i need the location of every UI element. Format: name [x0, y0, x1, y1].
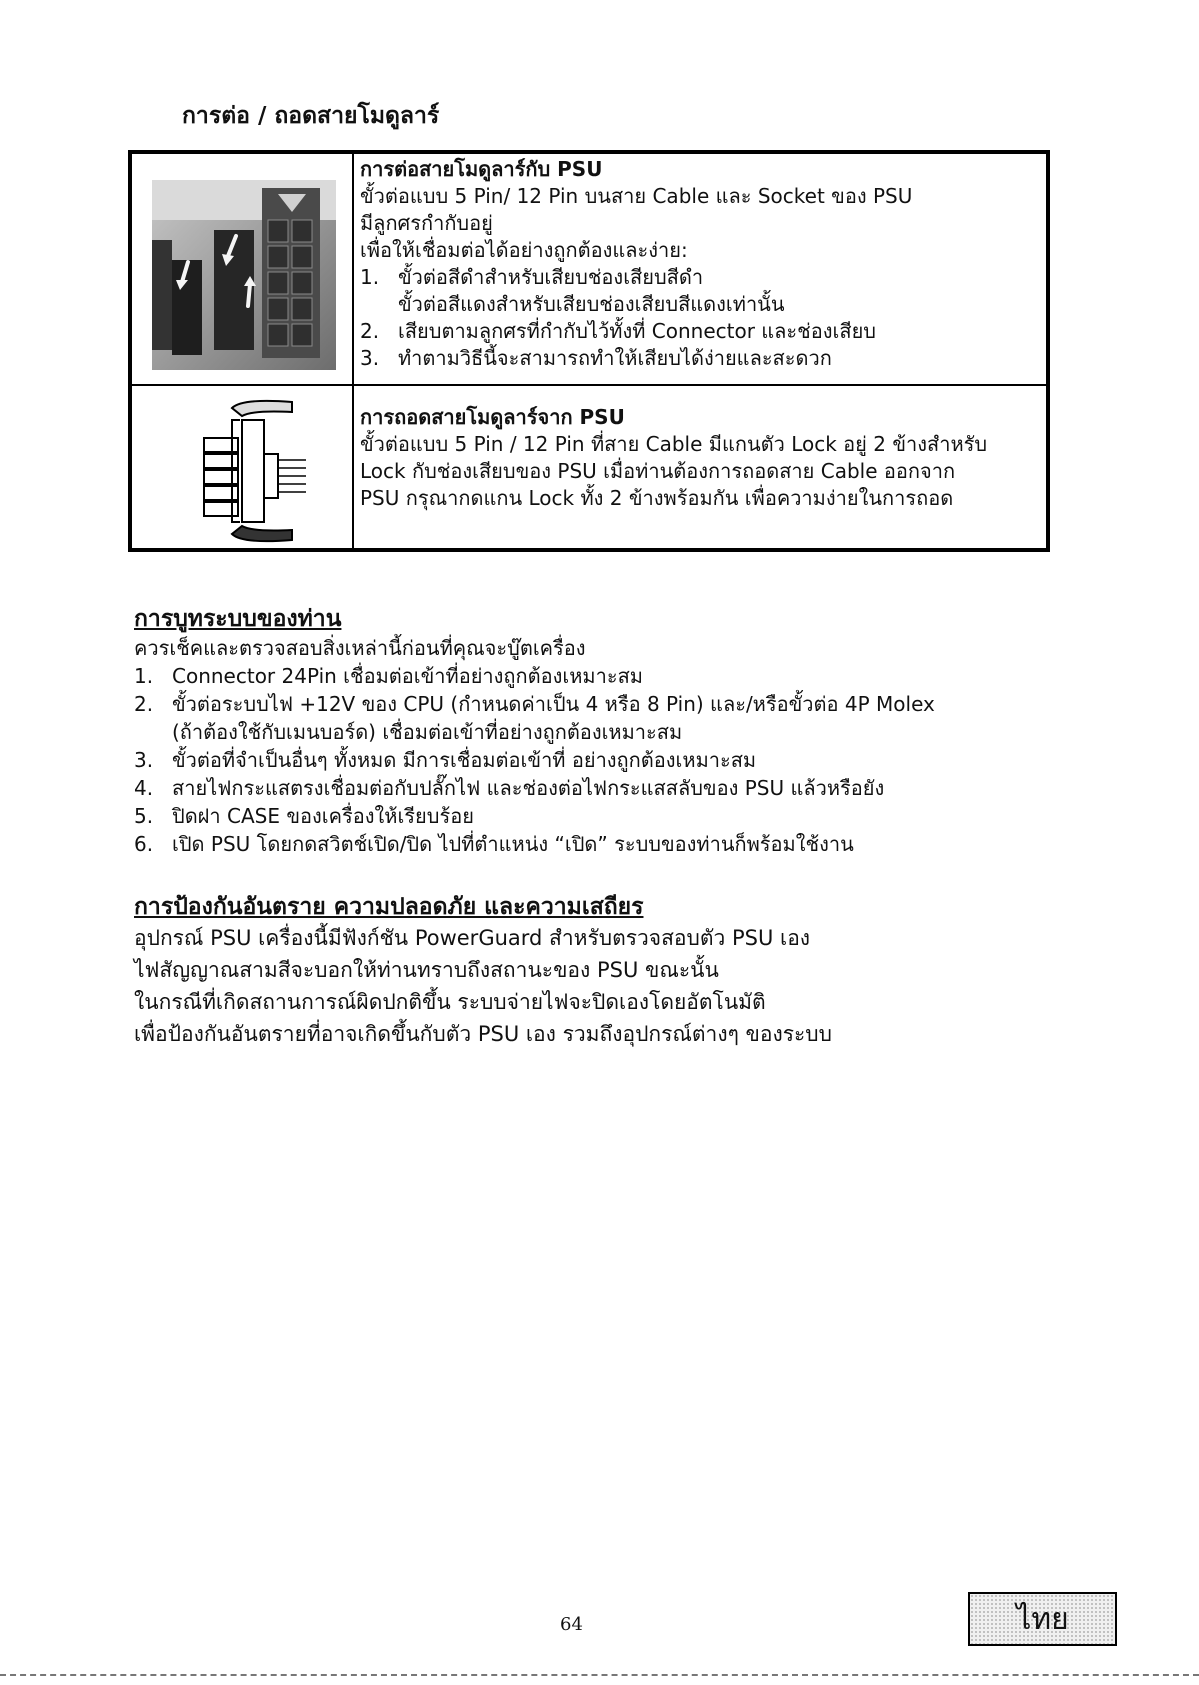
list-item [134, 774, 1034, 802]
item-text: เปิด PSU โดยกดสวิตช์เปิด/ปิด ไปที่ตำแหน่ง “เปิด” ระบบของท่านก็พร้อมใช้งาน [172, 832, 854, 856]
list-item [360, 291, 1046, 318]
remove-diagram-cell [132, 386, 354, 548]
table-row-remove [132, 386, 1046, 548]
safety-line: ไฟสัญญาณสามสีจะบอกให้ท่านทราบถึงสถานะของ PSU ขณะนั้น [134, 958, 719, 982]
remove-line: Lock กับช่องเสียบของ PSU เมื่อท่านต้องการถอดสาย Cable ออกจาก [360, 459, 956, 483]
safety-section [134, 892, 1034, 1050]
connect-title: การต่อสายโมดูลาร์กับ PSU [360, 157, 603, 181]
item-number: 2. [134, 692, 154, 716]
connect-text-cell [354, 154, 1046, 386]
connect-photo-cell [132, 154, 354, 386]
safety-title: การป้องกันอันตราย ความปลอดภัย และความเสถียร [134, 894, 644, 920]
item-text: ทำตามวิธีนี้จะสามารถทำให้เสียบได้ง่ายและสะดวก [398, 346, 832, 370]
list-item [134, 662, 1034, 690]
list-item [134, 746, 1034, 774]
table-row-connect [132, 154, 1046, 386]
list-item [360, 345, 1046, 372]
item-text: Connector 24Pin เชื่อมต่อเข้าที่อย่างถูกต้องเหมาะสม [172, 664, 643, 688]
safety-line: ในกรณีที่เกิดสถานการณ์ผิดปกติขึ้น ระบบจ่ายไฟจะปิดเองโดยอัตโนมัติ [134, 990, 766, 1014]
item-text: ขั้วต่อสีดำสำหรับเสียบช่องเสียบสีดำ [398, 265, 704, 289]
item-text: (ถ้าต้องใช้กับเมนบอร์ด) เชื่อมต่อเข้าที่อย่างถูกต้องเหมาะสม [172, 720, 683, 744]
connector-photo [152, 180, 336, 370]
list-item [134, 690, 1034, 718]
boot-intro: ควรเช็คและตรวจสอบสิ่งเหล่านี้ก่อนที่คุณจะบู๊ตเครื่อง [134, 636, 586, 660]
remove-text-cell [354, 386, 1046, 548]
safety-line: อุปกรณ์ PSU เครื่องนี้มีฟังก์ชัน PowerGuard สำหรับตรวจสอบตัว PSU เอง [134, 926, 811, 950]
list-item [360, 264, 1046, 291]
item-number: 1. [360, 265, 380, 289]
item-number: 6. [134, 832, 154, 856]
page-number: 64 [560, 1614, 583, 1635]
item-text: ขั้วต่อระบบไฟ +12V ของ CPU (กำหนดค่าเป็น 4 หรือ 8 Pin) และ/หรือขั้วต่อ 4P Molex [172, 692, 935, 716]
list-item [134, 718, 1034, 746]
safety-line: เพื่อป้องกันอันตรายที่อาจเกิดขึ้นกับตัว PSU เอง รวมถึงอุปกรณ์ต่างๆ ของระบบ [134, 1022, 832, 1046]
remove-line: ขั้วต่อแบบ 5 Pin / 12 Pin ที่สาย Cable มีแกนตัว Lock อยู่ 2 ข้างสำหรับ [360, 432, 988, 456]
item-text: ปิดฝา CASE ของเครื่องให้เรียบร้อย [172, 804, 474, 828]
item-number: 5. [134, 804, 154, 828]
boot-section [134, 604, 1034, 858]
item-text: เสียบตามลูกศรที่กำกับไว้ทั้งที่ Connector และช่องเสียบ [398, 319, 876, 343]
page-title: การต่อ / ถอดสายโมดูลาร์ [182, 103, 440, 129]
connector-lock-diagram [202, 398, 312, 544]
boot-title: การบูทระบบของท่าน [134, 606, 342, 632]
bottom-divider [0, 1674, 1199, 1676]
item-text: สายไฟกระแสตรงเชื่อมต่อกับปลั๊กไฟ และช่องต่อไฟกระแสสลับของ PSU แล้วหรือยัง [172, 776, 885, 800]
list-item [134, 830, 1034, 858]
item-text: ขั้วต่อสีแดงสำหรับเสียบช่องเสียบสีแดงเท่านั้น [398, 292, 785, 316]
list-item [134, 802, 1034, 830]
modular-cable-table [128, 150, 1050, 552]
item-number: 2. [360, 319, 380, 343]
item-number: 3. [360, 346, 380, 370]
item-number: 4. [134, 776, 154, 800]
connect-line: มีลูกศรกำกับอยู่ [360, 211, 493, 235]
remove-line: PSU กรุณากดแกน Lock ทั้ง 2 ข้างพร้อมกัน เพื่อความง่ายในการถอด [360, 486, 954, 510]
connect-line: ขั้วต่อแบบ 5 Pin/ 12 Pin บนสาย Cable และ Socket ของ PSU [360, 184, 913, 208]
language-tab: ไทย [968, 1592, 1117, 1646]
item-number: 3. [134, 748, 154, 772]
list-item [360, 318, 1046, 345]
remove-title: การถอดสายโมดูลาร์จาก PSU [360, 405, 625, 429]
item-text: ขั้วต่อที่จำเป็นอื่นๆ ทั้งหมด มีการเชื่อมต่อเข้าที่ อย่างถูกต้องเหมาะสม [172, 748, 757, 772]
item-number: 1. [134, 664, 154, 688]
connect-line: เพื่อให้เชื่อมต่อได้อย่างถูกต้องและง่าย: [360, 238, 688, 262]
